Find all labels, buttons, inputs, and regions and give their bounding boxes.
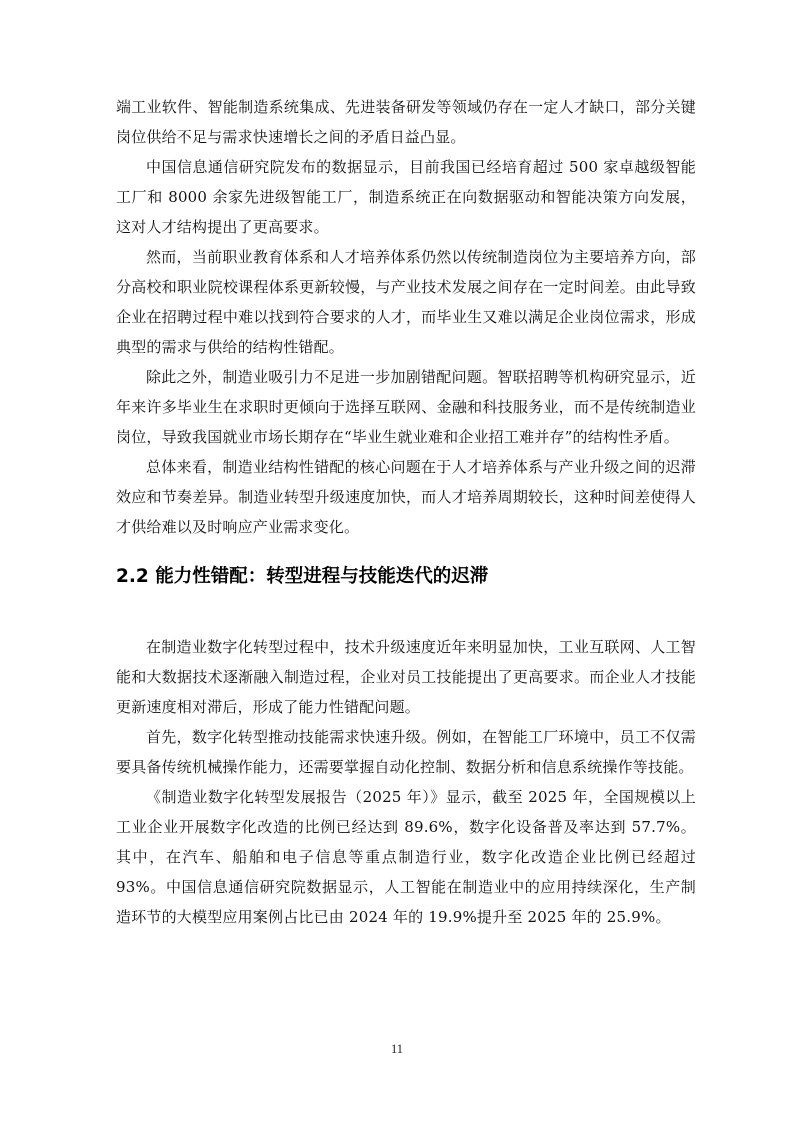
- paragraph: 除此之外，制造业吸引力不足进一步加剧错配问题。智联招聘等机构研究显示，近年来许多毕业生在求职时更倾向于选择互联网、金融和科技服务业，而不是传统制造业岗位，导致我国就业市场长期存在“毕业生就业难和企业招工难并存”的结构性矛盾。: [116, 368, 696, 446]
- section-heading: 2.2 能力性错配：转型进程与技能迭代的迟滞: [116, 566, 489, 587]
- body-text: [116, 92, 696, 932]
- paragraph: 在制造业数字化转型过程中，技术升级速度近年来明显加快，工业互联网、人工智能和大数据技术逐渐融入制造过程，企业对员工技能提出了更高要求。而企业人才技能更新速度相对滞后，形成了能力性错配问题。: [116, 638, 696, 716]
- paragraph: 《制造业数字化转型发展报告（2025 年）》显示，截至 2025 年，全国规模以上工业企业开展数字化改造的比例已经达到 89.6%，数字化设备普及率达到 57.7%。 其中，在汽车、船舶和电子信息等重点制造行业，数字化改造企业比例已经超过 93%。中国信息通信研究院数据显示，人工智能在制造业中的应用持续深化，生产制造环节的大模型应用案例占比已由 2024 年的 19.9%提升至 2025 年的 25.9%。: [116, 788, 696, 926]
- paragraph: 总体来看，制造业结构性错配的核心问题在于人才培养体系与产业升级之间的迟滞效应和节奏差异。制造业转型升级速度加快，而人才培养周期较长，这种时间差使得人才供给难以及时响应产业需求变化。: [116, 458, 696, 536]
- page-number: 11: [390, 1042, 404, 1056]
- paragraph: 然而，当前职业教育体系和人才培养体系仍然以传统制造岗位为主要培养方向，部分高校和职业院校课程体系更新较慢，与产业技术发展之间存在一定时间差。由此导致企业在招聘过程中难以找到符合要求的人才，而毕业生又难以满足企业岗位需求，形成典型的需求与供给的结构性错配。: [116, 248, 696, 356]
- paragraph-continued: 端工业软件、智能制造系统集成、先进装备研发等领域仍存在一定人才缺口，部分关键岗位供给不足与需求快速增长之间的矛盾日益凸显。: [116, 98, 696, 146]
- paragraph: 首先，数字化转型推动技能需求快速升级。例如，在智能工厂环境中，员工不仅需要具备传统机械操作能力，还需要掌握自动化控制、数据分析和信息系统操作等技能。: [116, 728, 696, 776]
- paragraph: 中国信息通信研究院发布的数据显示，目前我国已经培育超过 500 家卓越级智能工厂和 8000 余家先进级智能工厂，制造系统正在向数据驱动和智能决策方向发展，这对人才结构提出了更高要求。: [116, 158, 696, 236]
